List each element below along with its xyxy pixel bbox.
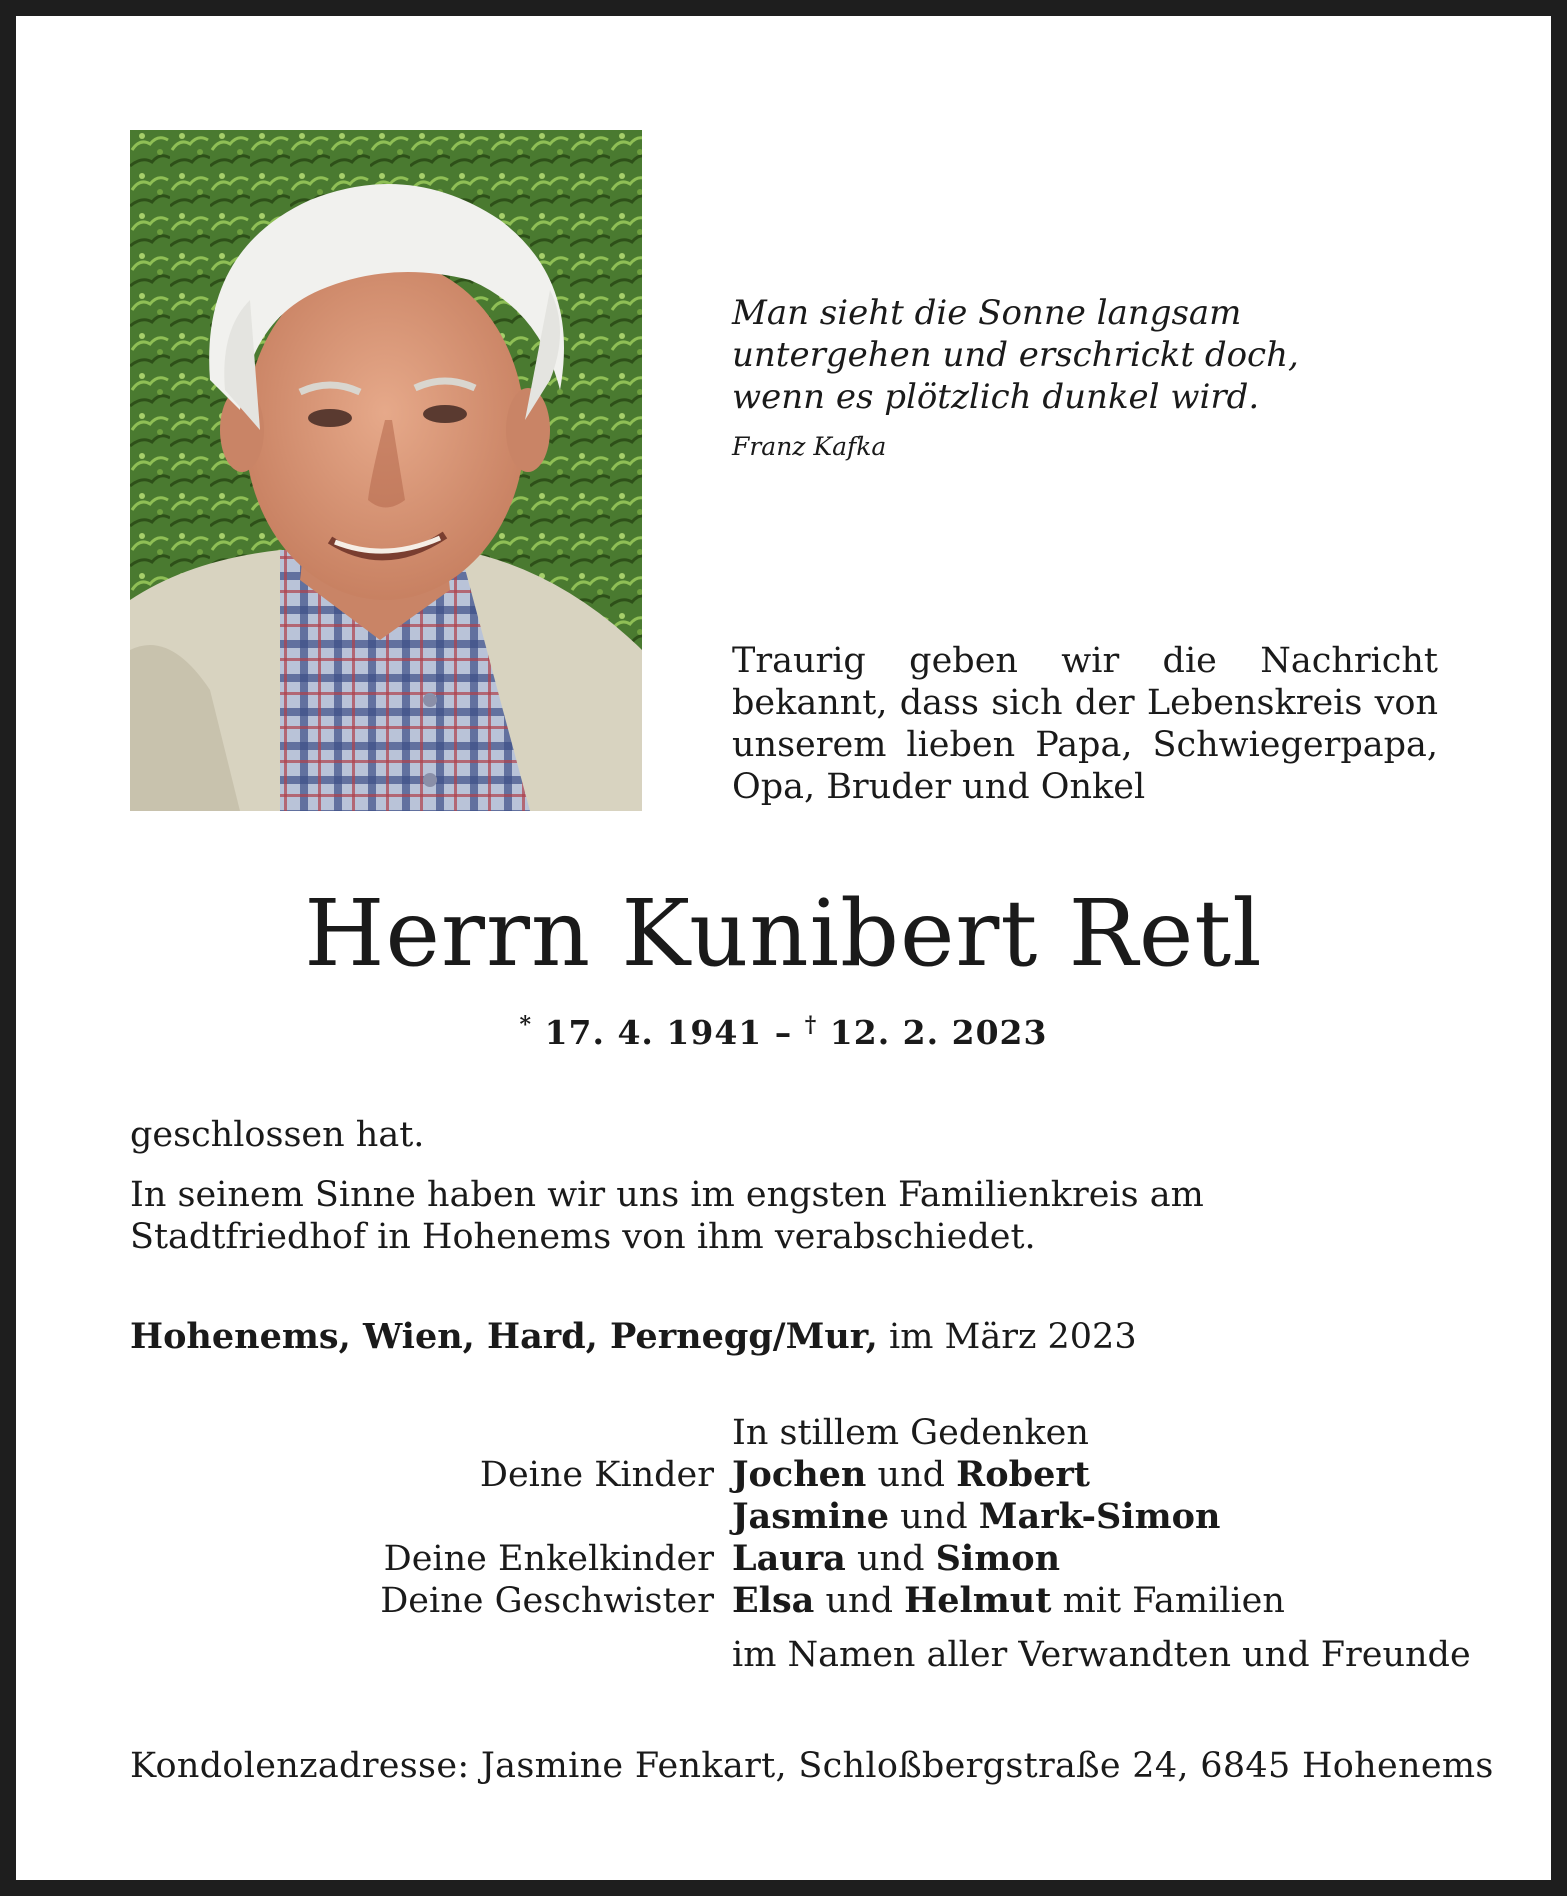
conjunction: und	[857, 1539, 925, 1579]
mourner-name: Robert	[956, 1454, 1090, 1495]
conjunction: und	[825, 1581, 893, 1621]
closing-phrase: geschlossen hat.	[130, 1115, 425, 1155]
kafka-quote	[732, 292, 1452, 418]
places-list: Hohenems, Wien, Hard, Pernegg/Mur,	[130, 1316, 878, 1357]
siblings-suffix: mit Familien	[1062, 1581, 1285, 1621]
mourner-name: Elsa	[732, 1580, 815, 1621]
conjunction: und	[877, 1455, 946, 1495]
mourner-name: Helmut	[904, 1580, 1052, 1621]
portrait-photo	[130, 130, 642, 811]
birth-symbol: *	[519, 1012, 533, 1038]
deceased-name: Herrn Kunibert Retl	[304, 880, 1263, 987]
mourners-closing-row	[0, 1634, 1567, 1676]
children-names	[732, 1454, 1090, 1496]
condolence-address: Kondolenzadresse: Jasmine Fenkart, Schloßbergstraße 24, 6845 Hohenems	[130, 1746, 1494, 1786]
quote-author: Franz Kafka	[732, 432, 887, 461]
death-date: 12. 2. 2023	[829, 1013, 1048, 1052]
mourner-name: Mark-Simon	[978, 1496, 1221, 1537]
conjunction: und	[900, 1497, 968, 1537]
death-symbol: †	[804, 1012, 818, 1038]
quote-line: untergehen und erschrickt doch,	[732, 335, 1299, 375]
mourners-list	[0, 1412, 1567, 1676]
quote-line: Man sieht die Sonne langsam	[732, 293, 1242, 333]
announcement-date: im März 2023	[889, 1317, 1137, 1357]
mourner-name: Jochen	[732, 1454, 867, 1495]
quote-line: wenn es plötzlich dunkel wird.	[732, 377, 1260, 417]
portrait-image	[130, 130, 642, 811]
mourner-row	[0, 1538, 1567, 1580]
siblings-names	[732, 1580, 1285, 1622]
siblings-label: Deine Geschwister	[380, 1581, 714, 1621]
mourners-heading: In stillem Gedenken	[732, 1413, 1089, 1453]
mourner-row	[0, 1580, 1567, 1622]
grandchildren-names	[732, 1538, 1060, 1580]
mourners-closing: im Namen aller Verwandten und Freunde	[732, 1635, 1471, 1675]
children-names	[732, 1496, 1220, 1538]
birth-date: 17. 4. 1941	[544, 1013, 763, 1052]
place-and-date	[130, 1316, 1137, 1357]
date-separator: –	[774, 1013, 793, 1052]
mourner-row	[0, 1454, 1567, 1496]
mourners-heading-row	[0, 1412, 1567, 1454]
mourner-row	[0, 1496, 1567, 1538]
mourner-name: Jasmine	[732, 1496, 889, 1537]
mourner-name: Laura	[732, 1538, 846, 1579]
farewell-paragraph: In seinem Sinne haben wir uns im engsten Familienkreis am Stadtfriedhof in Hohenems von ihm verabschiedet.	[130, 1175, 1204, 1257]
children-label: Deine Kinder	[479, 1455, 714, 1495]
grandchildren-label: Deine Enkelkinder	[383, 1539, 714, 1579]
life-dates	[0, 1012, 1567, 1052]
mourner-name: Simon	[935, 1538, 1061, 1579]
announcement-intro: Traurig geben wir die Nachricht bekannt, dass sich der Lebenskreis von unserem lieben Papa, Schwiegerpapa, Opa, Bruder und Onkel	[732, 641, 1438, 807]
